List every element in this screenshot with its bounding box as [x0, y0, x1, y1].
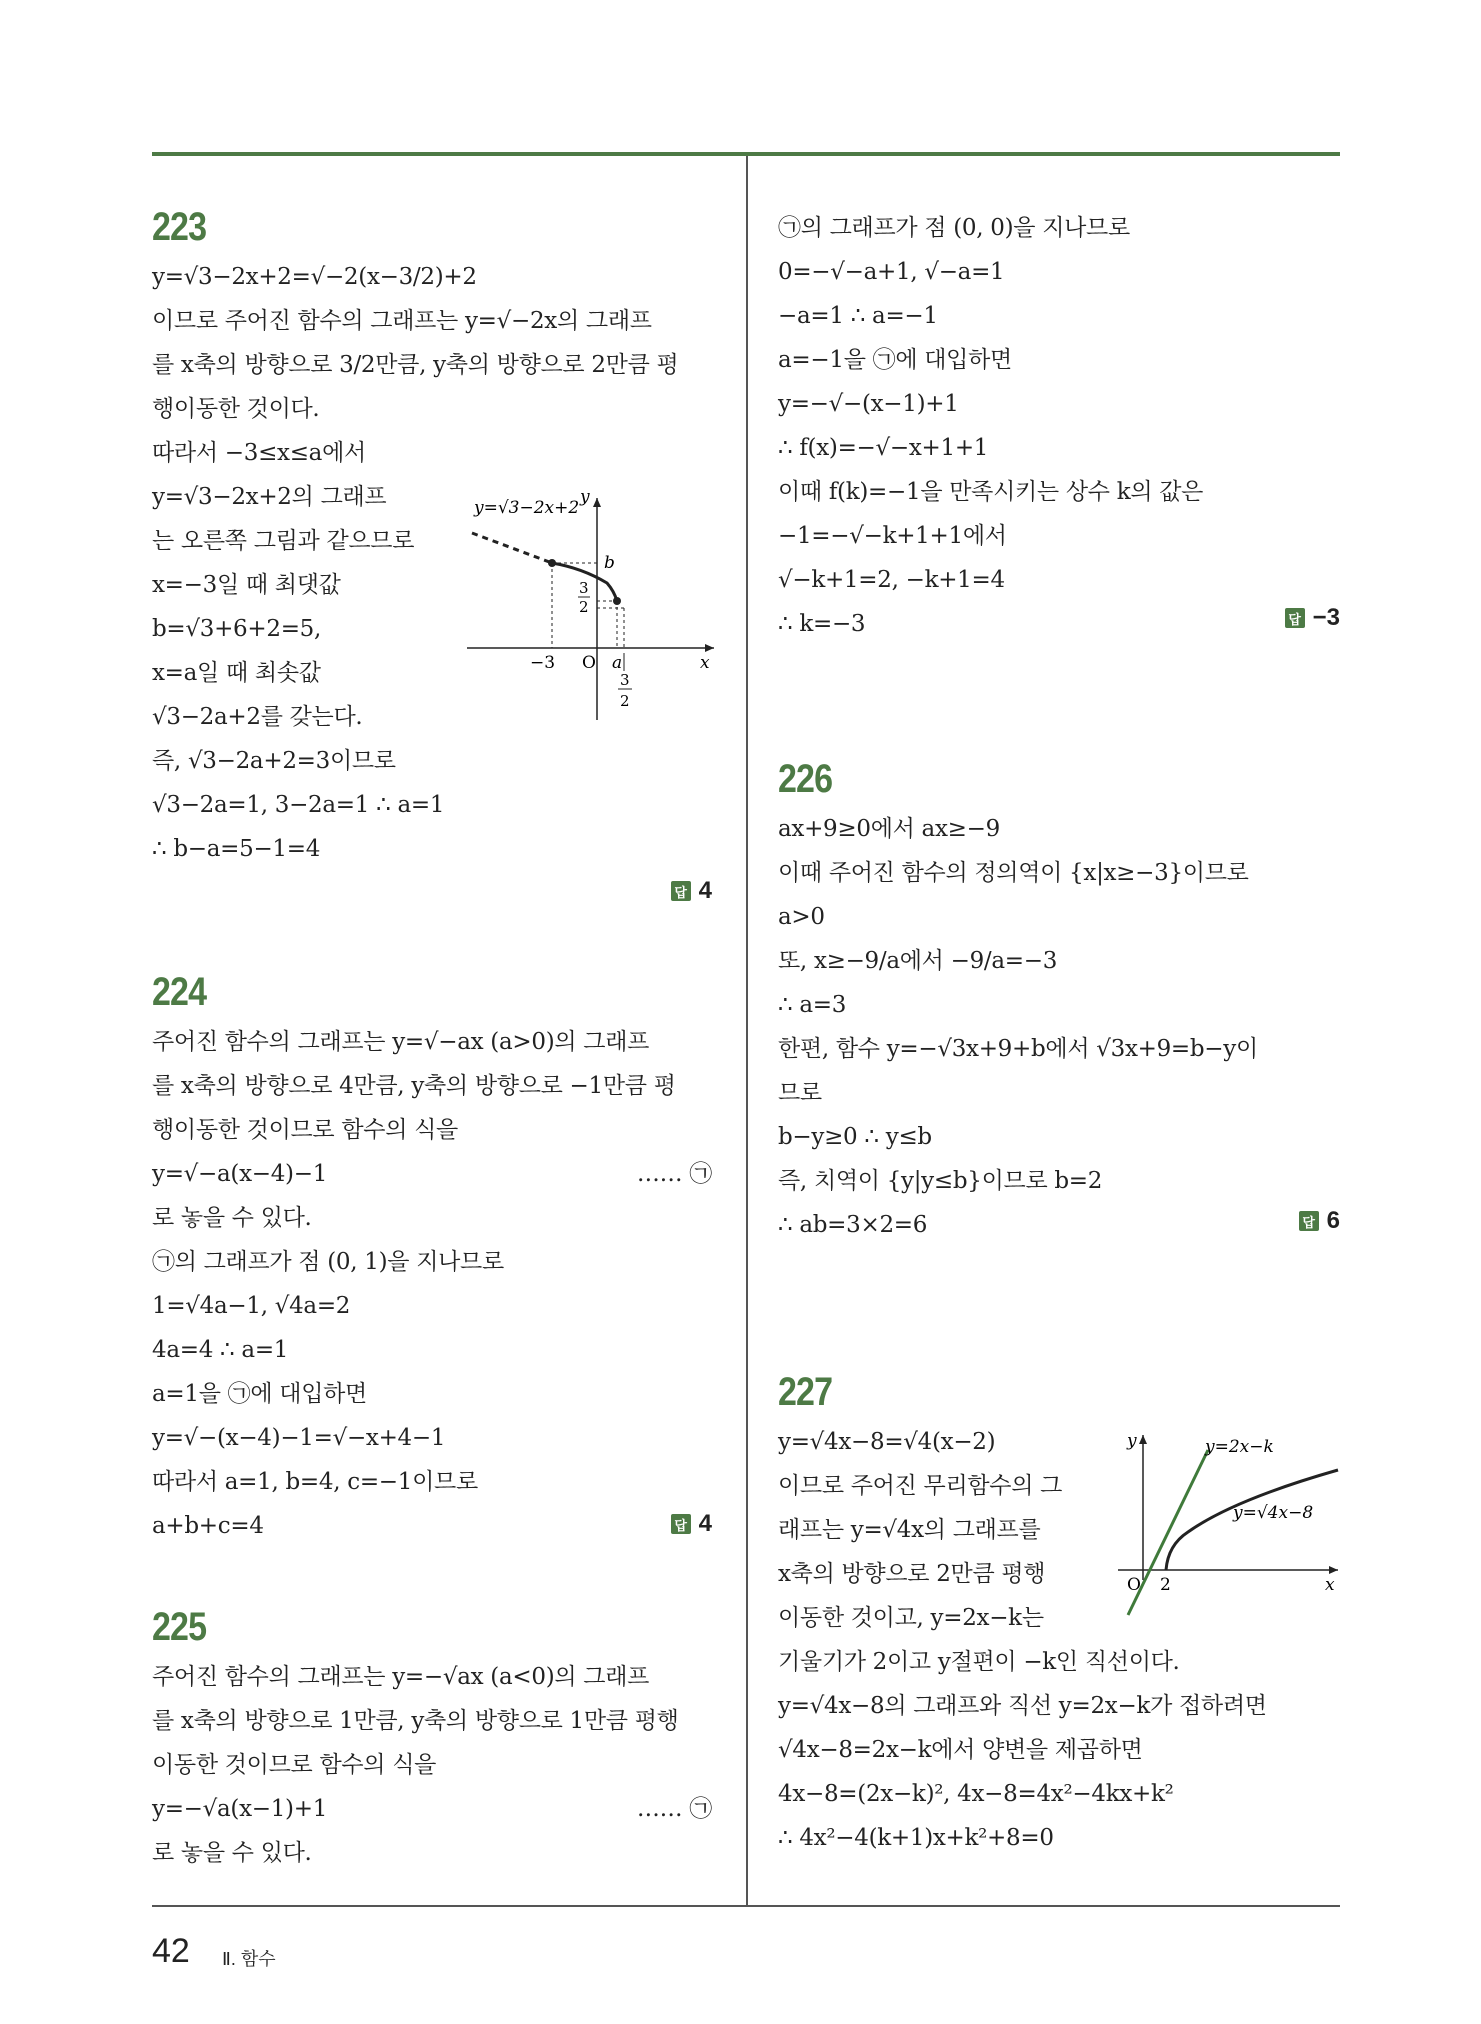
solution-line: 1=√4a−1, √4a=2 [152, 1293, 351, 1319]
problem-number: 226 [778, 757, 833, 801]
answer-badge: 답 [1299, 1211, 1319, 1231]
problem-number: 227 [778, 1370, 833, 1414]
solution-line: √−k+1=2, −k+1=4 [778, 567, 1005, 593]
answer-badge: 답 [671, 1514, 691, 1534]
problem-number: 223 [152, 205, 207, 249]
solution-line: 이므로 주어진 무리함수의 그 [778, 1473, 1063, 1499]
solution-line: ㉠의 그래프가 점 (0, 1)을 지나므로 [152, 1249, 504, 1275]
b-label: b [604, 553, 615, 573]
bottom-rule [152, 1905, 1340, 1907]
y-axis-label: y [1127, 1431, 1137, 1451]
equation: y=−√a(x−1)+1 [152, 1796, 328, 1822]
solution-line: y=√4x−8의 그래프와 직선 y=2x−k가 접하려면 [778, 1693, 1267, 1719]
x-arrow [705, 644, 714, 652]
problem-225-continued [778, 206, 1340, 646]
solution-line: y=√−(x−4)−1=√−x+4−1 [152, 1425, 446, 1451]
dashed-curve [472, 533, 552, 563]
solution-line: ∴ ab=3×2=6 [778, 1212, 928, 1238]
solution-line: 이때 주어진 함수의 정의역이 {x|x≥−3}이므로 [778, 860, 1249, 886]
a-label: a [612, 653, 623, 673]
solution-line: 즉, 치역이 {y|y≤b}이므로 b=2 [778, 1168, 1103, 1194]
solution-line: √3−2a=1, 3−2a=1 ∴ a=1 [152, 792, 445, 818]
solution-line: 이동한 것이므로 함수의 식을 [152, 1752, 437, 1778]
solution-line: ∴ k=−3 [778, 611, 866, 637]
solution-line: y=√3−2x+2=√−2(x−3/2)+2 [152, 264, 477, 290]
answer [1299, 1207, 1340, 1235]
solution-line: 4x−8=(2x−k)², 4x−8=4x²−4kx+k² [778, 1781, 1174, 1807]
solution-line: 한편, 함수 y=−√3x+9+b에서 √3x+9=b−y이 [778, 1036, 1258, 1062]
problem-227 [778, 1370, 1340, 1860]
solution-line: 를 x축의 방향으로 4만큼, y축의 방향으로 −1만큼 평 [152, 1073, 676, 1099]
y-frac-den: 2 [579, 598, 589, 616]
solution-line: 로 놓을 수 있다. [152, 1840, 312, 1866]
equation: y=√−a(x−4)−1 [152, 1161, 328, 1187]
solution-line [152, 1787, 712, 1831]
solution-line: 따라서 a=1, b=4, c=−1이므로 [152, 1469, 478, 1495]
solution-line: x축의 방향으로 2만큼 평행 [778, 1561, 1046, 1587]
solution-line: 또, x≥−9/a에서 −9/a=−3 [778, 948, 1058, 974]
solution-line: 0=−√−a+1, √−a=1 [778, 259, 1005, 285]
equation-marker: …… ㉠ [636, 1796, 712, 1822]
y-axis-label: y [580, 488, 590, 507]
solution-line: a>0 [778, 904, 825, 930]
x-axis-label: x [700, 653, 710, 673]
solution-line: b−y≥0 ∴ y≤b [778, 1124, 932, 1150]
graph-223 [462, 488, 722, 728]
y-frac-num: 3 [579, 579, 589, 597]
graph-227 [1113, 1430, 1341, 1620]
line-label: y=2x−k [1205, 1437, 1274, 1457]
solution-line: 주어진 함수의 그래프는 y=√−ax (a>0)의 그래프 [152, 1029, 650, 1055]
solution-line: ax+9≥0에서 ax≥−9 [778, 816, 1000, 842]
solution-line: 이동한 것이고, y=2x−k는 [778, 1605, 1044, 1631]
answer [671, 877, 712, 905]
page-number: 42 [152, 1932, 190, 1970]
solution-line [152, 1152, 712, 1196]
x-frac-den: 2 [620, 692, 630, 710]
x-axis-label: x [1325, 1575, 1335, 1595]
problem-225 [152, 1605, 712, 1875]
solution-line: 를 x축의 방향으로 1만큼, y축의 방향으로 1만큼 평행 [152, 1708, 679, 1734]
solution-line: √4x−8=2x−k에서 양변을 제곱하면 [778, 1737, 1143, 1763]
x-frac-num: 3 [620, 671, 630, 689]
solution-line: a=1을 ㉠에 대입하면 [152, 1381, 367, 1407]
solution-line: 이므로 주어진 함수의 그래프는 y=√−2x의 그래프 [152, 308, 652, 334]
solution-line: a+b+c=4 [152, 1513, 264, 1539]
solution-line: 이때 f(k)=−1을 만족시키는 상수 k의 값은 [778, 479, 1204, 505]
problem-224 [152, 970, 712, 1548]
solution-line: y=√3−2x+2의 그래프 [152, 484, 387, 510]
solution-line: 로 놓을 수 있다. [152, 1205, 312, 1231]
curve-label: y=√4x−8 [1233, 1503, 1314, 1523]
solution-line: 즉, √3−2a+2=3이므로 [152, 748, 396, 774]
equation-marker: …… ㉠ [636, 1161, 712, 1187]
solution-line: x=−3일 때 최댓값 [152, 572, 341, 598]
solution-line: 4a=4 ∴ a=1 [152, 1337, 289, 1363]
y-arrow [593, 498, 601, 507]
tick-label: 2 [1160, 1575, 1171, 1595]
solution-line: 따라서 −3≤x≤a에서 [152, 440, 366, 466]
answer-value: −3 [1312, 604, 1340, 631]
solution-line: a=−1을 ㉠에 대입하면 [778, 347, 1012, 373]
solution-line: 므로 [778, 1080, 822, 1106]
answer-badge: 답 [671, 881, 691, 901]
solution-line: 를 x축의 방향으로 3/2만큼, y축의 방향으로 2만큼 평 [152, 352, 679, 378]
origin-label: O [582, 653, 596, 673]
solution-line: −a=1 ∴ a=−1 [778, 303, 938, 329]
solution-line: ∴ a=3 [778, 992, 847, 1018]
answer-value: 4 [698, 877, 712, 904]
curve-label: y=√3−2x+2 [474, 498, 580, 518]
solution-line: y=−√−(x−1)+1 [778, 391, 959, 417]
solution-line: −1=−√−k+1+1에서 [778, 523, 1007, 549]
solution-line: ∴ b−a=5−1=4 [152, 836, 321, 862]
problem-number: 225 [152, 1605, 207, 1649]
solution-line: y=√4x−8=√4(x−2) [778, 1429, 996, 1455]
answer-badge: 답 [1285, 608, 1305, 628]
solution-line: x=a일 때 최솟값 [152, 660, 321, 686]
answer-value: 4 [698, 1510, 712, 1537]
x-arrow [1329, 1566, 1338, 1574]
answer [1285, 604, 1340, 632]
answer-value: 6 [1326, 1207, 1340, 1234]
tick-label: −3 [530, 653, 556, 673]
solution-line: √3−2a+2를 갖는다. [152, 704, 363, 730]
solution-line: 래프는 y=√4x의 그래프를 [778, 1517, 1041, 1543]
problem-number: 224 [152, 970, 207, 1014]
solution-line: ㉠의 그래프가 점 (0, 0)을 지나므로 [778, 215, 1130, 241]
answer [671, 1510, 712, 1538]
solution-line: 주어진 함수의 그래프는 y=−√ax (a<0)의 그래프 [152, 1664, 650, 1690]
solution-line: ∴ f(x)=−√−x+1+1 [778, 435, 989, 461]
problem-226 [778, 757, 1340, 1247]
section-title: Ⅱ. 함수 [222, 1949, 276, 1969]
solution-line: 행이동한 것이다. [152, 396, 320, 422]
problem-223 [152, 205, 712, 904]
column-divider [746, 156, 748, 1905]
solution-line: ∴ 4x²−4(k+1)x+k²+8=0 [778, 1825, 1054, 1851]
solution-line: b=√3+6+2=5, [152, 616, 322, 642]
solution-line: 는 오른쪽 그림과 같으므로 [152, 528, 415, 554]
solution-line: 기울기가 2이고 y절편이 −k인 직선이다. [778, 1649, 1180, 1675]
y-arrow [1139, 1435, 1147, 1444]
solution-line: 행이동한 것이므로 함수의 식을 [152, 1117, 458, 1143]
origin-label: O [1127, 1575, 1141, 1595]
